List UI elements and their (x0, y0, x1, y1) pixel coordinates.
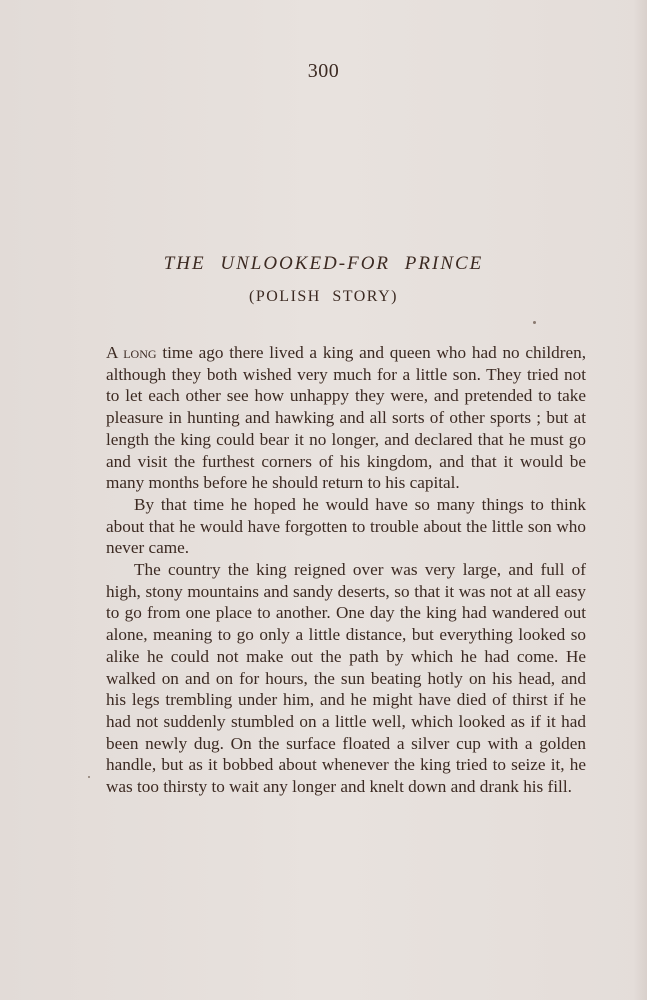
paper-speck (533, 321, 536, 324)
paper-speck (88, 776, 90, 778)
page-number: 300 (307, 60, 340, 82)
paragraph: By that time he hoped he would have so many things to think about that he would have forgotten to trouble about the little son who never came. (106, 494, 586, 558)
story-title: THE UNLOOKED-FOR PRINCE (163, 253, 484, 274)
page-edge-shadow (633, 0, 647, 1000)
story-subtitle: (POLISH STORY) (249, 288, 398, 305)
paragraph-text: time ago there lived a king and queen who had no children, although they both wished very much for a little son. They tried not to let each other see how unhappy they were, and pretended to take pleasure in hunting and hawking and all sorts of other sports ; but at length the king could bear it no longer, and declared that he must go and visit the furthest corners of his kingdom, and that it would be many months before he should return to his capital. (106, 343, 586, 493)
paragraph: The country the king reigned over was very large, and full of high, stony mountains and sandy deserts, so that it was not at all easy to go from one place to another. One day the king had wandered out alone, meaning to go only a little distance, but everything looked so alike he could not make out the path by which he had come. He walked on and on for hours, the sun beating hotly on his head, and his legs trembling under him, and he might have died of thirst if he had not suddenly stumbled on a little well, which looked as if it had been newly dug. On the surface floated a silver cup with a golden handle, but as it bobbed about whenever the king tried to seize it, he was too thirsty to wait any longer and knelt down and drank his fill. (106, 560, 586, 797)
paragraph-lead: A long (106, 343, 157, 362)
story-body (106, 342, 586, 798)
paragraph (106, 342, 586, 494)
